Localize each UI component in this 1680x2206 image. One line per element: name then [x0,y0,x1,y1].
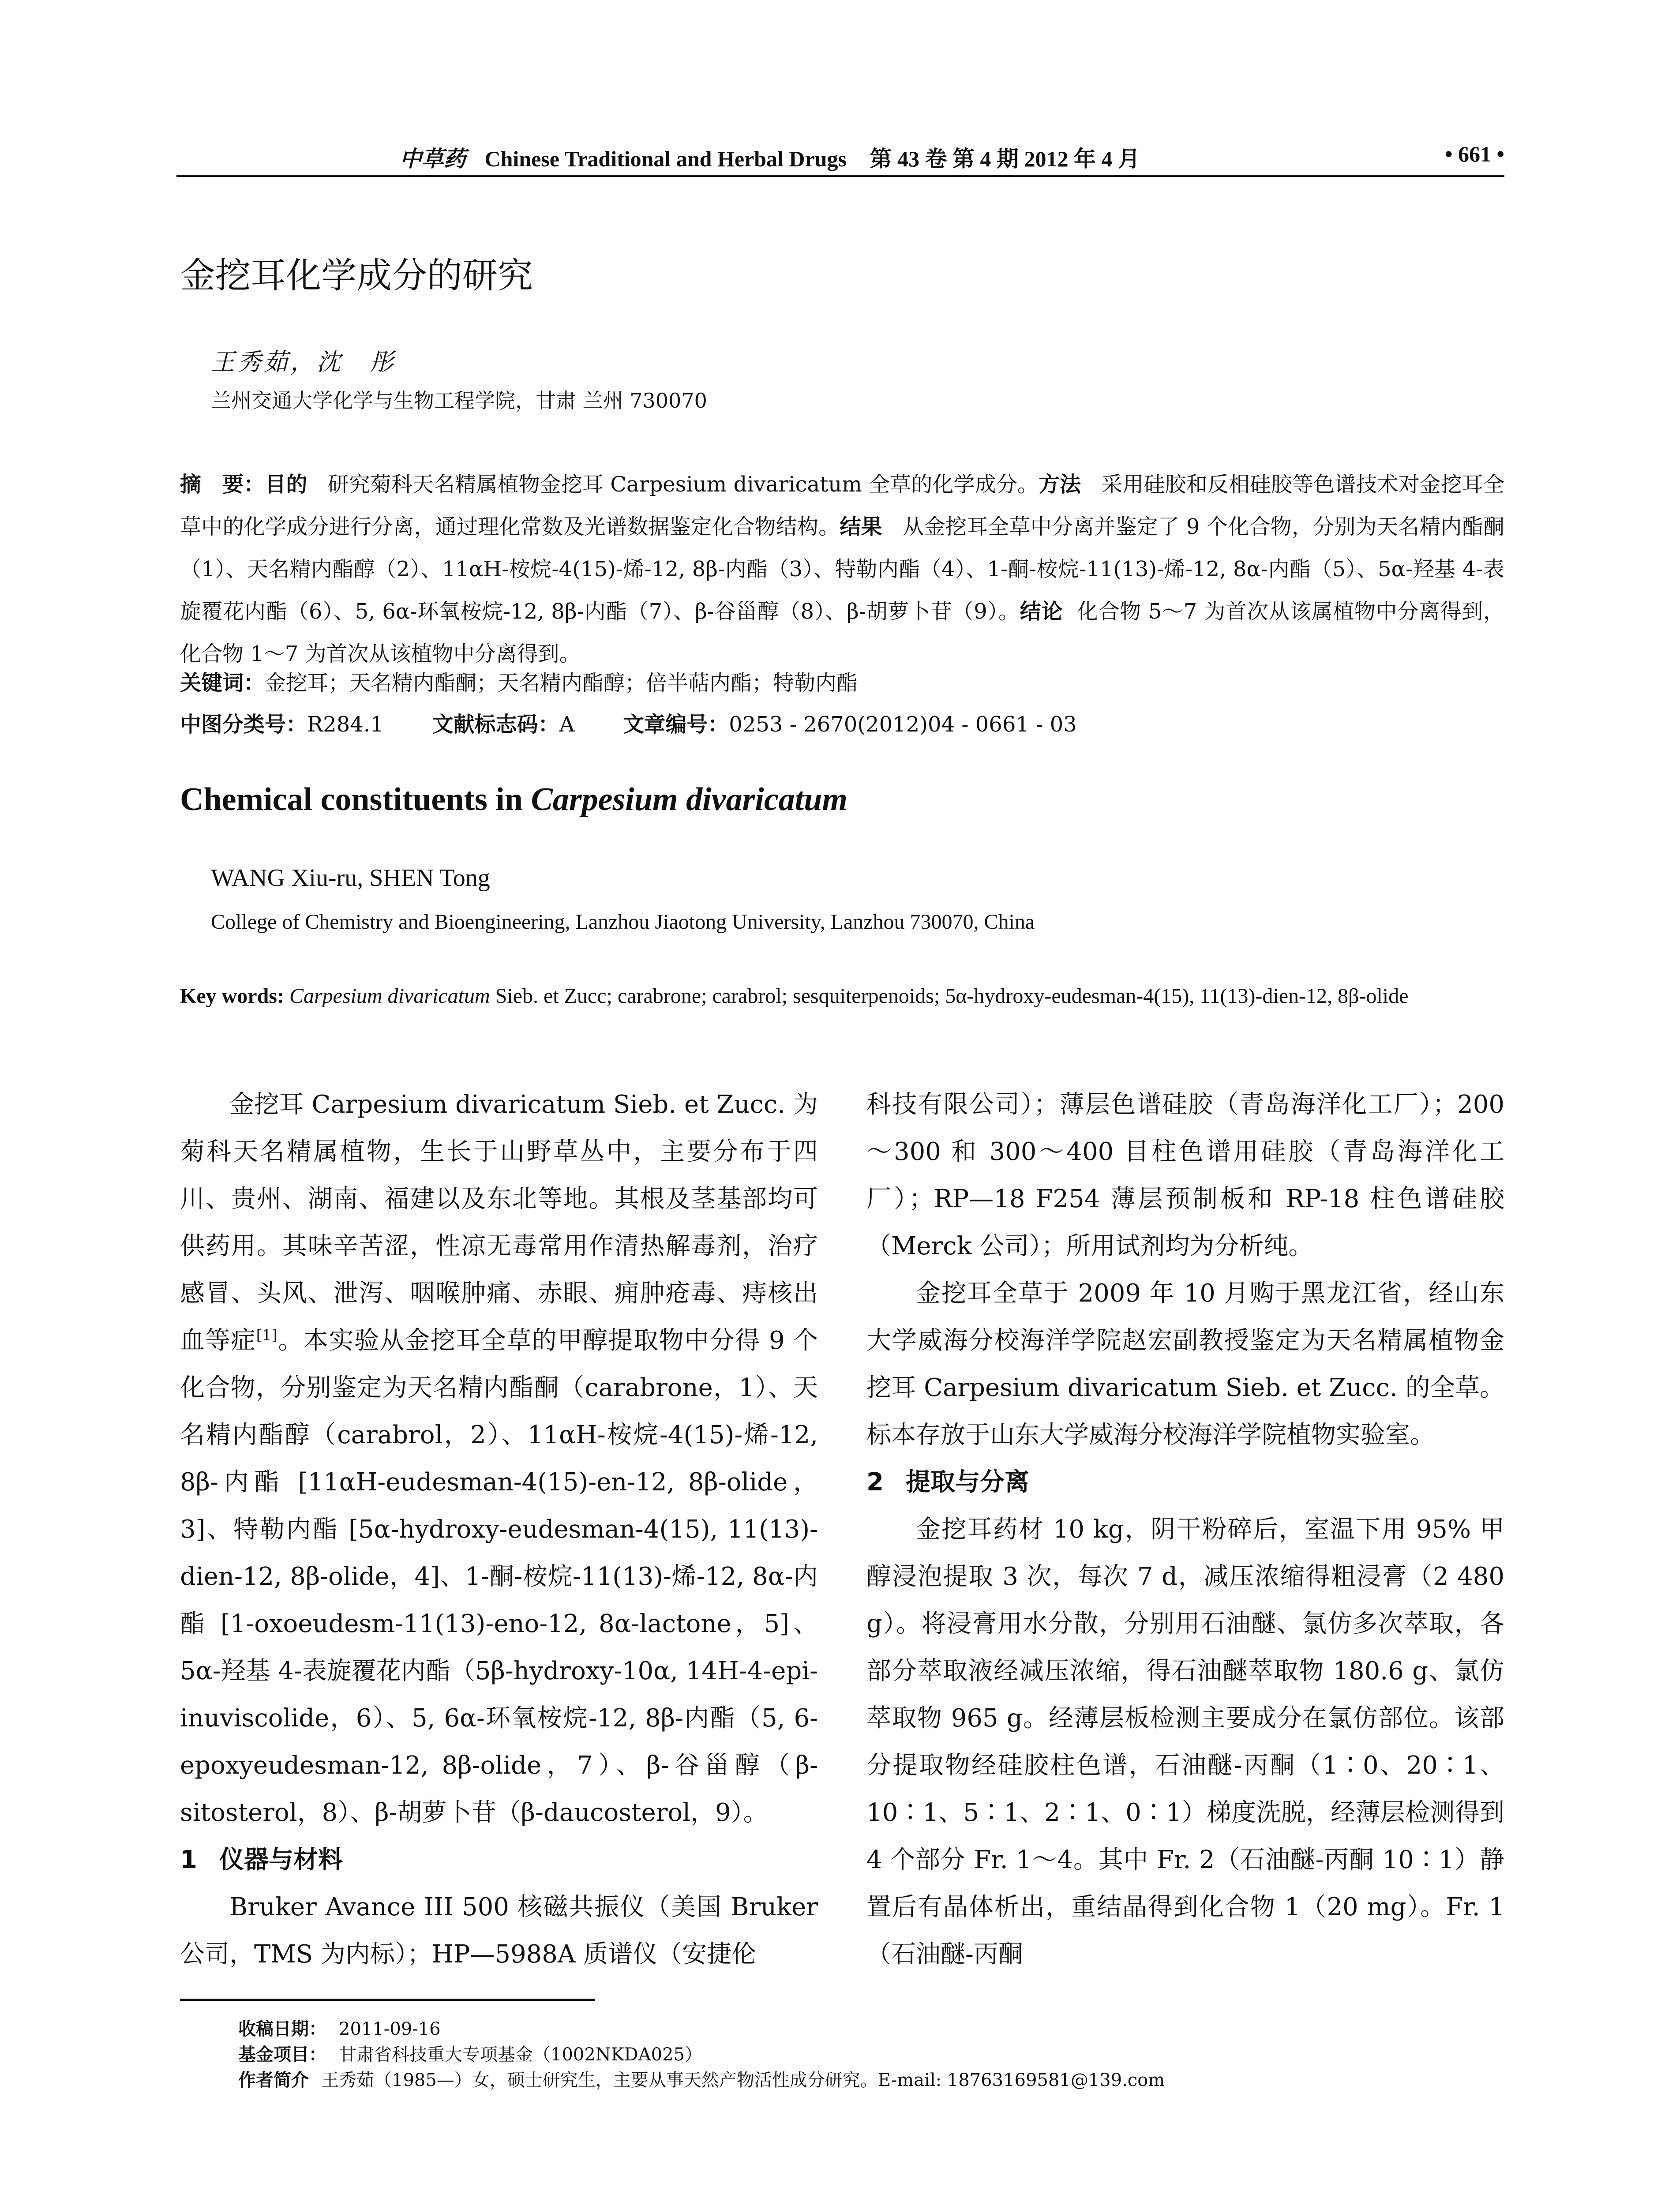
intro-text-2: 。本实验从金挖耳全草的甲醇提取物中分得 9 个化合物，分别鉴定为天名精内酯酮（carabrone，1）、天名精内酯醇（carabrol，2）、11αH-桉烷-4(15)-烯-12, 8β-内酯 [11αH-eudesman-4(15)-en-12, 8β-olide，3]、特勒内酯 [5α-hydroxy-eudesman-4(15), 11(13)-dien-12, 8β-olide，4]、1-酮-桉烷-11(13)-烯-12, 8α-内酯 [1-oxoeudesm-11(13)-eno-12, 8α-lactone，5]、5α-羟基 4-表旋覆花内酯（5β-hydroxy-10α, 14H-4-epi-inuviscolide，6）、5, 6α-环氧桉烷-12, 8β-内酯（5, 6-epoxyeudesman-12, 8β-olide，7）、β-谷甾醇（β-sitosterol，8）、β-胡萝卜苷（β-daucosterol，9）。 [180,1326,818,1827]
plant-material-paragraph: 金挖耳全草于 2009 年 10 月购于黑龙江省，经山东大学威海分校海洋学院赵宏副教授鉴定为天名精属植物金挖耳 Carpesium divaricatum Sieb. et Zucc. 的全草。标本存放于山东大学威海分校海洋学院植物实验室。 [866,1279,1504,1449]
page-number: • 661 • [1444,142,1504,166]
section-1-paragraph: Bruker Avance III 500 核磁共振仪（美国 Bruker 公司，TMS 为内标）；HP—5988A 质谱仪（安捷伦 [180,1893,818,1969]
keywords-en-label: Key words: [180,984,284,1008]
footnote-author [238,2067,1165,2093]
header-rule [176,175,1504,177]
affiliation-cn: 兰州交通大学化学与生物工程学院，甘肃 兰州 730070 [211,389,707,413]
body-column-left [180,1081,818,1978]
keywords-en-italic: Carpesium divaricatum [289,984,490,1008]
fund-label: 基金项目： [238,2045,326,2065]
affiliation-en: College of Chemistry and Bioengineering, Lanzhou Jiaotong University, Lanzhou 730070, China [211,910,1035,934]
section-2-title: 提取与分离 [905,1468,1029,1497]
journal-logo: 中草药 [400,146,466,172]
title-en-italic: Carpesium divaricatum [531,781,848,818]
intro-text: 金挖耳 Carpesium divaricatum Sieb. et Zucc. 为菊科天名精属植物，生长于山野草丛中，主要分布于四川、贵州、湖南、福建以及东北等地。其根及茎基部均可供药用。其味辛苦涩，性凉无毒常用作清热解毒剂，治疗感冒、头风、泄泻、咽喉肿痛、赤眼、痈肿疮毒、痔核出血等症 [180,1090,818,1355]
section-2-number: 2 [866,1468,884,1497]
author-bio-label: 作者简介 [238,2070,309,2090]
intro-paragraph [180,1081,818,1836]
doc-code-label: 文献标志码： [432,712,559,737]
keywords-en [180,975,1504,1017]
body-column-right [866,1081,1504,1978]
footnotes [238,2016,1165,2093]
clc-value: R284.1 [307,712,384,737]
author-bio-text: 王秀茹（1985—）女，硕士研究生，主要从事天然产物活性成分研究。E-mail: 18763169581@139.com [321,2070,1165,2090]
keywords-en-text: Sieb. et Zucc; carabrone; carabrol; sesquiterpenoids; 5α-hydroxy-eudesman-4(15), 11(13)-dien-12, 8β-olide [490,984,1409,1008]
footnote-received [238,2016,1165,2042]
article-number-value: 0253 - 2670(2012)04 - 0661 - 03 [729,712,1077,737]
section-heading-1 [180,1836,818,1883]
fund-text: 甘肃省科技重大专项基金（1002NKDA025） [339,2045,702,2065]
reference-marker: [1] [256,1326,278,1344]
doc-code-value: A [559,712,575,737]
paper-title-en [180,781,848,818]
authors-en: WANG Xiu-ru, SHEN Tong [211,864,490,892]
article-number-label: 文章编号： [623,712,729,737]
keywords-cn [180,662,1504,704]
result-text: 从金挖耳全草中分离并鉴定了 9 个化合物，分别为天名精内酯酮（1）、天名精内酯醇（2）、11αH-桉烷-4(15)-烯-12, 8β-内酯（3）、特勒内酯（4）、1-酮-桉烷-11(13)-烯-12, 8α-内酯（5）、5α-羟基 4-表旋覆花内酯（6）、5, 6α-环氧桉烷-12, 8β-内酯（7）、β-谷甾醇（8）、β-胡萝卜苷（9）。 [180,514,1504,624]
clc-label: 中图分类号： [180,712,308,737]
abstract-cn [180,463,1504,675]
keywords-cn-label: 关键词： [180,671,265,695]
received-date: 2011-09-16 [339,2019,441,2039]
running-header [176,141,1504,176]
objective-text: 研究菊科天名精属植物金挖耳 Carpesium divaricatum 全草的化学成分。 [327,472,1039,497]
method-text: 采用硅胶和反相硅胶等色谱技术对金挖耳全草中的化学成分进行分离，通过理化常数及光谱数据鉴定化合物结构。 [180,472,1504,539]
issue-info: 第 43 卷 第 4 期 2012 年 4 月 [870,146,1140,171]
footnote-fund [238,2042,1165,2067]
keywords-cn-text: 金挖耳；天名精内酯酮；天名精内酯醇；倍半萜内酯；特勒内酯 [265,671,858,695]
classification-line [180,703,1504,746]
abstract-label: 摘 要： [180,472,265,497]
paper-title-cn: 金挖耳化学成分的研究 [180,255,533,296]
footnote-rule [180,1999,595,2001]
journal-name: Chinese Traditional and Herbal Drugs [484,146,847,171]
objective-label: 目的 [265,472,308,497]
conclusion-label: 结论 [1020,599,1063,624]
section-2-paragraph: 金挖耳药材 10 kg，阴干粉碎后，室温下用 95% 甲醇浸泡提取 3 次，每次 7 d，减压浓缩得粗浸膏（2 480 g）。将浸膏用水分散，分别用石油醚、氯仿多次萃取，各部分萃取液经减压浓缩，得石油醚萃取物 180.6 g、氯仿萃取物 965 g。经薄层板检测主要成分在氯仿部位。该部分提取物经硅胶柱色谱，石油醚-丙酮（1∶0、20∶1、10∶1、5∶1、2∶1、0∶1）梯度洗脱，经薄层检测得到 4 个部分 Fr. 1～4。其中 Fr. 2（石油醚-丙酮 10∶1）静置后有晶体析出，重结晶得到化合物 1（20 mg）。Fr. 1（石油醚-丙酮 [866,1515,1504,1969]
section-heading-2 [866,1459,1504,1506]
result-label: 结果 [840,514,882,539]
materials-continued: 科技有限公司）；薄层色谱硅胶（青岛海洋化工厂）；200～300 和 300～400 目柱色谱用硅胶（青岛海洋化工厂）；RP—18 F254 薄层预制板和 RP-18 柱色谱硅胶（Merck 公司）；所用试剂均为分析纯。 [866,1090,1504,1261]
authors-cn: 王秀茹，沈 彤 [211,348,396,376]
title-en-plain: Chemical constituents in [180,781,531,818]
method-label: 方法 [1038,472,1081,497]
received-label: 收稿日期： [238,2019,326,2039]
header-journal-line [176,141,1363,173]
section-1-title: 仪器与材料 [219,1846,343,1874]
section-1-number: 1 [180,1846,197,1874]
conclusion-text: 化合物 5～7 为首次从该属植物中分离得到，化合物 1～7 为首次从该植物中分离得到。 [180,599,1504,666]
